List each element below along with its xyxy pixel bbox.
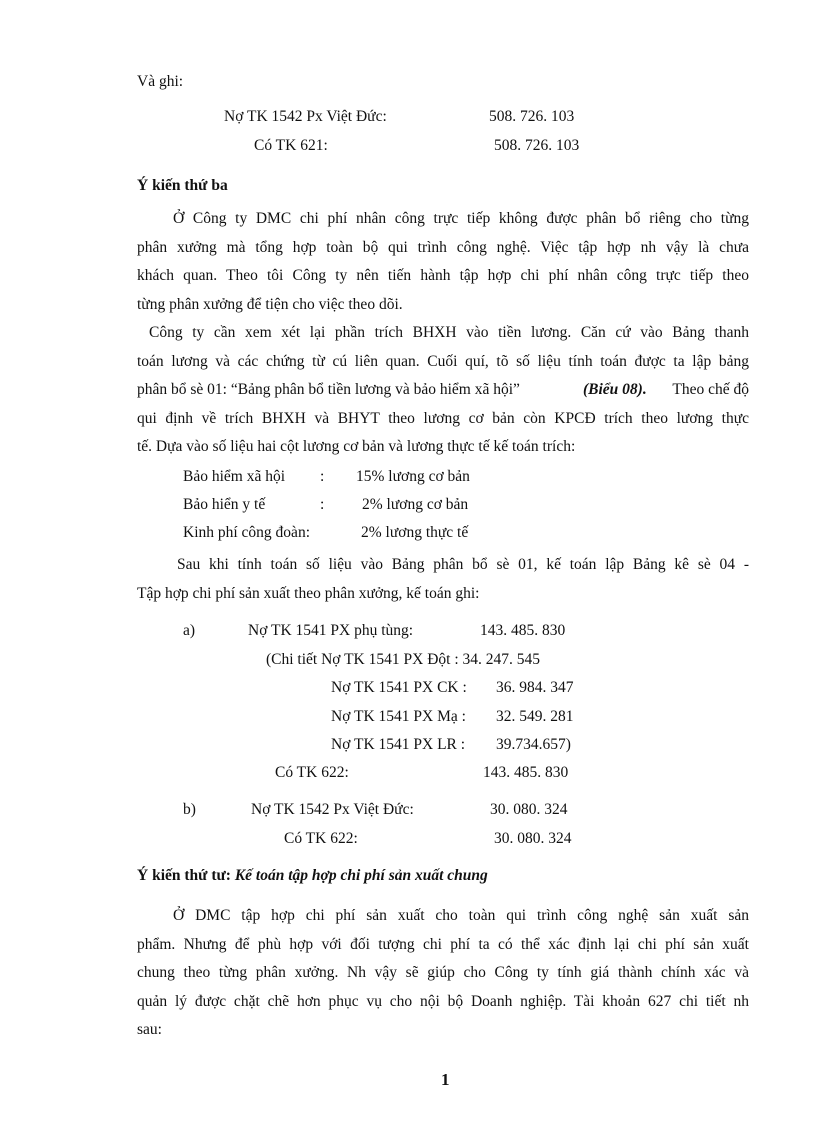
entry1-credit-amount: 508. 726. 103	[494, 137, 580, 154]
para2-line-1: Công ty cần xem xét lại phần trích BHXH vào tiền lương. Căn cứ vào Bảng thanh	[149, 324, 749, 341]
entry-a-debit-amount: 143. 485. 830	[480, 622, 566, 639]
rate-sep-bhyt: :	[320, 496, 325, 513]
entry1-debit-label: Nợ TK 1542 Px Việt Đức:	[224, 108, 387, 125]
rate-label-bhxh: Bảo hiểm xã hội	[183, 468, 286, 485]
section3-paragraph-2	[137, 319, 749, 462]
section4-heading-prefix: Ý kiến thứ tư:	[137, 867, 231, 884]
entry1-debit-amount: 508. 726. 103	[489, 108, 575, 125]
para2-line-3	[137, 376, 749, 405]
entry-b-debit-label: Nợ TK 1542 Px Việt Đức:	[251, 801, 414, 818]
section4-heading-title: Kế toán tập hợp chi phí sản xuất chung	[234, 867, 488, 884]
para2-line-2: toán lương và các chứng từ cú liên quan. Cuối quí, tõ số liệu tính toán được ta lập bảng	[137, 352, 749, 370]
entry-b-credit-label: Có TK 622:	[284, 830, 358, 847]
rate-sep-bhxh: :	[320, 468, 325, 485]
detail-1-label: (Chi tiết Nợ TK 1541 PX Đột :	[266, 651, 459, 668]
entry-a-detail-1	[266, 650, 540, 670]
section3-paragraph-1	[137, 205, 749, 319]
rate-value-bhxh: 15% lương cơ bản	[356, 468, 470, 485]
section4-line-1: Ở DMC tập hợp chi phí sản xuất cho toàn qui trình công nghệ sản xuất sản	[173, 907, 749, 924]
entry-a-detail-3-amount: 32. 549. 281	[496, 708, 574, 725]
entry-b-credit-amount: 30. 080. 324	[494, 830, 572, 847]
section4-line-2: phẩm. Nhưng để phù hợp với đối tượng chi phí ta có thể xác định lại chi phí sản xuất	[137, 935, 749, 953]
entry-a-debit-label: Nợ TK 1541 PX phụ tùng:	[248, 622, 414, 639]
entry-a-detail-3-label: Nợ TK 1541 PX Mạ :	[331, 708, 466, 725]
section4-heading	[137, 866, 488, 886]
detail-1-amount: 34. 247. 545	[462, 651, 540, 668]
entry-b-debit-amount: 30. 080. 324	[490, 801, 568, 818]
entry-a-detail-2-label: Nợ TK 1541 PX CK :	[331, 679, 467, 696]
para3-line-1: Sau khi tính toán số liệu vào Bảng phân bổ sè 01, kế toán lập Bảng kê sè 04 -	[177, 556, 749, 573]
page-number: 1	[441, 1070, 450, 1089]
rate-label-bhyt: Bảo hiển y tế	[183, 496, 266, 513]
entry-a-credit-label: Có TK 622:	[275, 764, 349, 781]
para1-line-4: từng phân xưởng để tiện cho việc theo dõi.	[137, 295, 403, 313]
rate-label-kpcd: Kinh phí công đoàn:	[183, 524, 310, 541]
entry-b-marker: b)	[183, 801, 196, 818]
para2-line-5: tế. Dựa vào số liệu hai cột lương cơ bản và lương thực tế kế toán trích:	[137, 438, 576, 455]
entry-a-credit-amount: 143. 485. 830	[483, 764, 569, 781]
section3-paragraph-3	[137, 551, 749, 608]
intro-text: Và ghi:	[137, 73, 184, 90]
para1-line-1: Ở Công ty DMC chi phí nhân công trực tiếp không được phân bổ riêng cho từng	[173, 210, 749, 227]
para3-line-2: Tập hợp chi phí sản xuất theo phân xưởng, kế toán ghi:	[137, 584, 480, 602]
rate-value-kpcd: 2% lương thực tế	[361, 524, 469, 541]
entry-a-detail-2-amount: 36. 984. 347	[496, 679, 574, 696]
section4-line-4: quản lý được chặt chẽ hơn phục vụ cho nội bộ Doanh nghiệp. Tài khoản 627 chi tiết nh	[137, 992, 749, 1010]
section4-line-5: sau:	[137, 1021, 162, 1038]
para2-line-4: qui định về trích BHXH và BHYT theo lương cơ bản còn KPCĐ trích theo lương thực	[137, 409, 749, 427]
para2-line-3-text: phân bổ sè 01: “Bảng phân bổ tiền lương và bảo hiểm xã hội”	[137, 381, 520, 398]
section3-heading: Ý kiến thứ ba	[137, 177, 228, 194]
section4-paragraph	[137, 902, 749, 1045]
para2-line-3-tail: Theo chế độ	[672, 381, 749, 398]
entry1-credit-label: Có TK 621:	[254, 137, 328, 154]
para1-line-3: khách quan. Theo tôi Công ty nên tiến hành tập hợp chi phí nhân công trực tiếp theo	[137, 267, 749, 284]
para1-line-2: phân xưởng mà tổng hợp toàn bộ qui trình công nghệ. Việc tập hợp nh vậy là chưa	[137, 238, 749, 256]
entry-a-detail-4-amount: 39.734.657)	[496, 736, 571, 753]
rate-value-bhyt: 2% lương cơ bản	[362, 496, 469, 513]
section4-line-3: chung theo từng phân xưởng. Nh vậy sẽ giúp cho Công ty tính giá thành chính xác và	[137, 964, 749, 981]
entry-a-marker: a)	[183, 622, 196, 639]
entry-a-detail-4-label: Nợ TK 1541 PX LR :	[331, 736, 466, 753]
bieu-08-reference: (Biểu 08).	[583, 381, 647, 398]
